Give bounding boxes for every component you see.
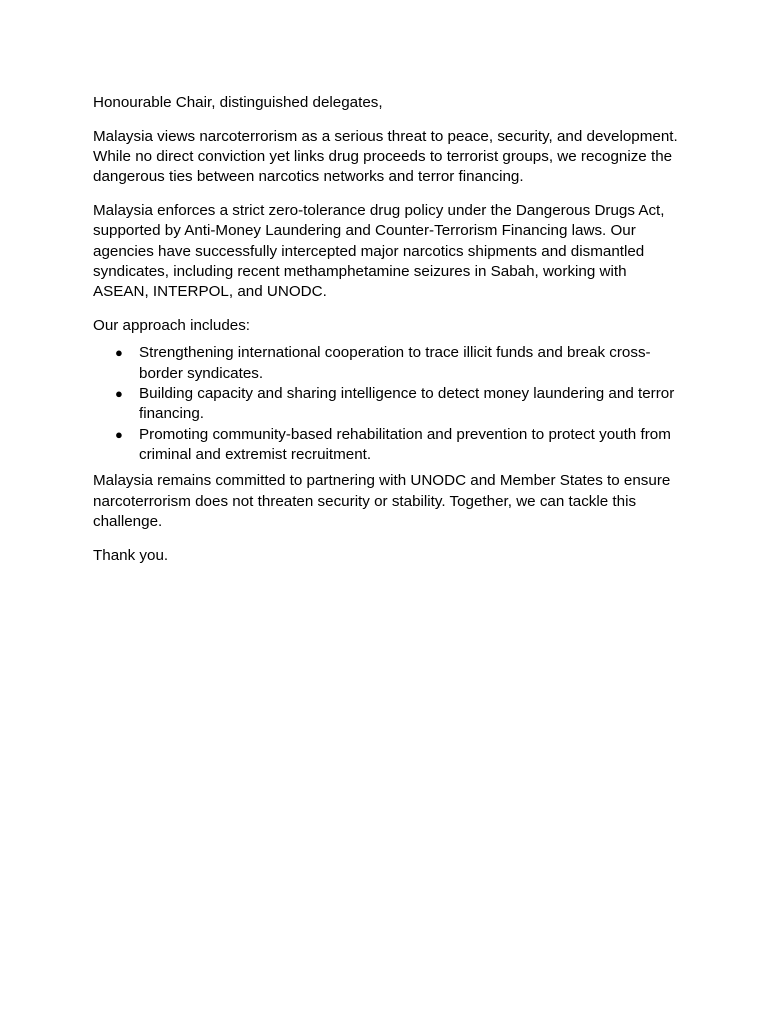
approach-list [93, 343, 678, 465]
bullet-icon: ● [115, 386, 123, 402]
paragraph-intro: Malaysia views narcoterrorism as a serious threat to peace, security, and development. While no direct conviction yet links drug proceeds to terrorist groups, we recognize the dangerous ties between narcotics networks and terror financing. [93, 127, 678, 186]
list-intro: Our approach includes: [93, 317, 251, 335]
closing: Thank you. [93, 546, 169, 564]
bullet-icon: ● [115, 426, 123, 442]
list-item-text: Promoting community-based rehabilitation and prevention to protect youth from criminal and extremist recruitment. [139, 425, 671, 463]
document-body [93, 93, 678, 579]
list-item [93, 425, 678, 466]
paragraph-commitment: Malaysia remains committed to partnering with UNODC and Member States to ensure narcoterrorism does not threaten security or stability. Together, we can tackle this challenge. [93, 472, 671, 530]
list-item-text: Strengthening international cooperation to trace illicit funds and break cross-border syndicates. [139, 344, 651, 382]
list-item [93, 384, 678, 425]
list-item [93, 343, 678, 384]
list-item-text: Building capacity and sharing intelligence to detect money laundering and terror financing. [139, 385, 675, 423]
bullet-icon: ● [115, 345, 123, 361]
paragraph-enforcement: Malaysia enforces a strict zero-tolerance drug policy under the Dangerous Drugs Act, supported by Anti-Money Laundering and Counter-Terrorism Financing laws. Our agencies have successfully intercepted major narcotics shipments and dismantled syndicates, including recent methamphetamine seizures in Sabah, working with ASEAN, INTERPOL, and UNODC. [93, 202, 665, 301]
salutation: Honourable Chair, distinguished delegates, [93, 94, 383, 111]
